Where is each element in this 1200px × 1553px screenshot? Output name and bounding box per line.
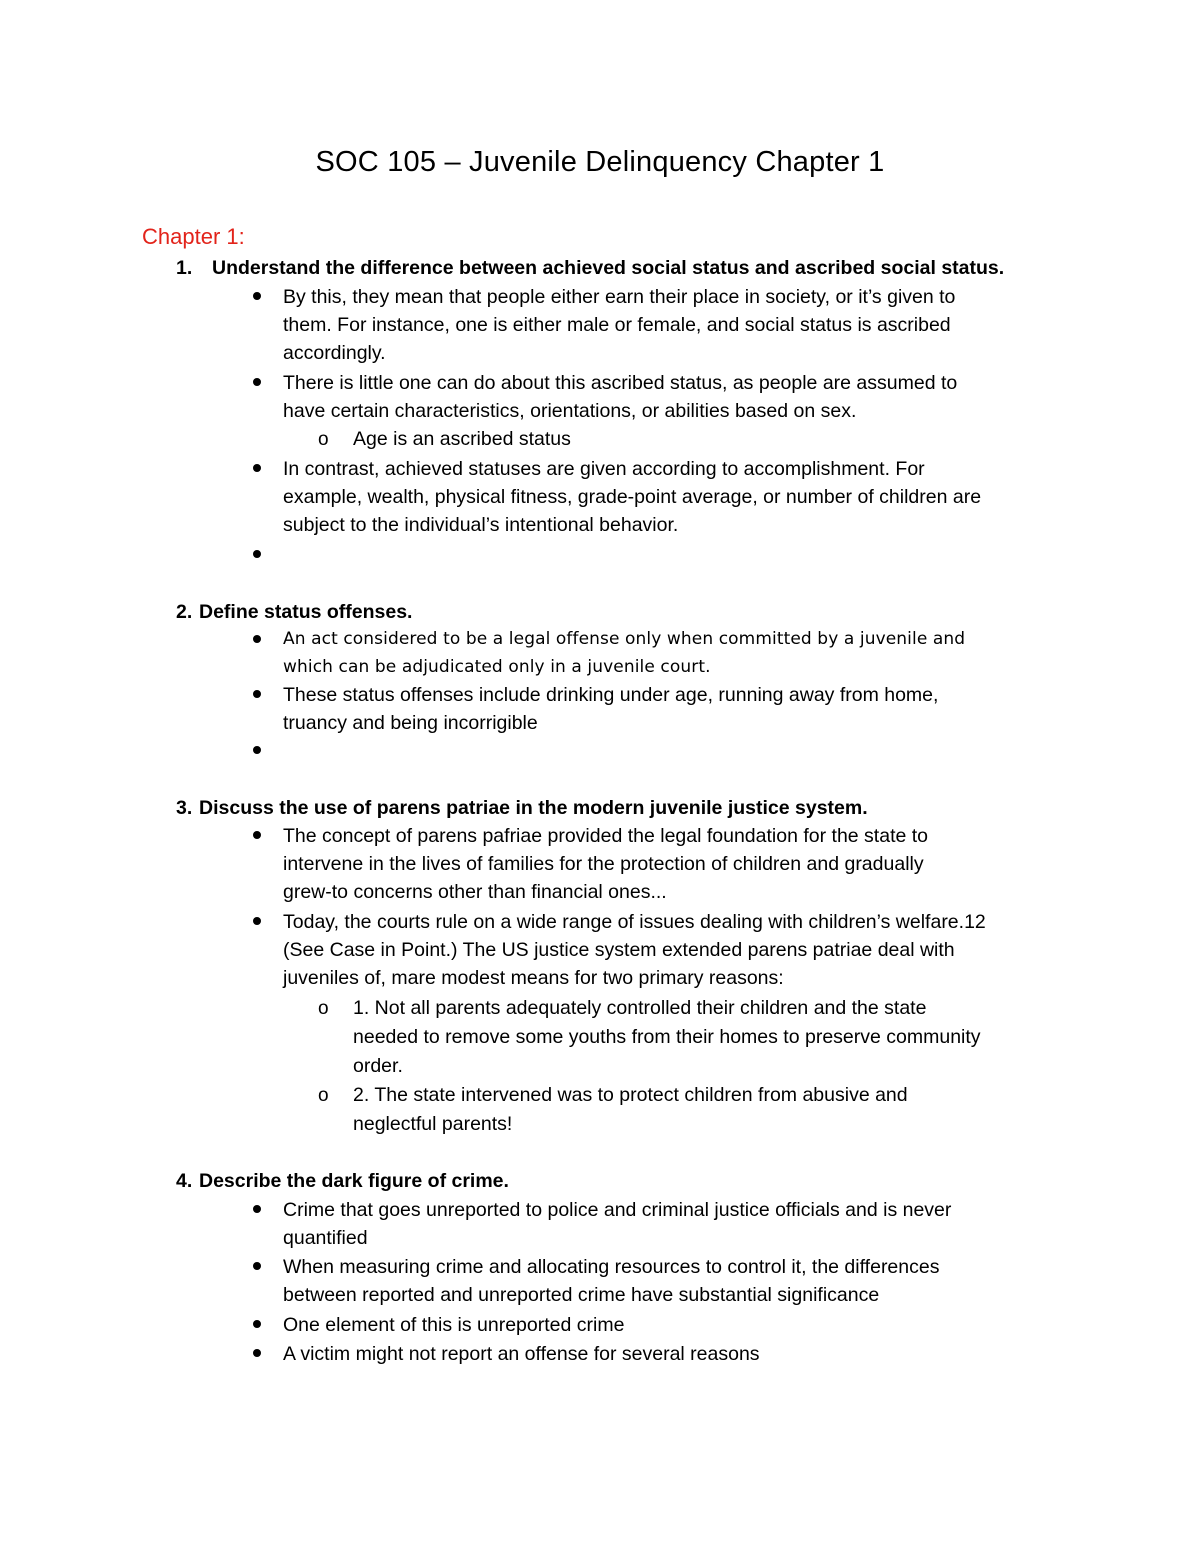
q4-heading: Describe the dark figure of crime. — [199, 1170, 509, 1192]
bullet-icon — [253, 1320, 261, 1328]
q2-b1-line1: An act considered to be a legal offense only when committed by a juvenile and — [283, 629, 966, 649]
q1-b1-line2: them. For instance, one is either male or female, and social status is ascribed — [283, 314, 951, 336]
q1-b2-line2: have certain characteristics, orientations, or abilities based on sex. — [283, 400, 857, 422]
bullet-icon — [253, 1262, 261, 1270]
empty-bullet-icon — [253, 746, 261, 754]
q4-b3: One element of this is unreported crime — [283, 1314, 625, 1336]
q3-sub1-line3: order. — [353, 1055, 403, 1077]
q2-number: 2. — [176, 601, 193, 623]
q2-b1-line2: which can be adjudicated only in a juvenile court. — [283, 657, 711, 677]
q3-sub1-line2: needed to remove some youths from their homes to preserve community — [353, 1026, 981, 1048]
q2-heading: Define status offenses. — [199, 601, 413, 623]
q1-b2-line1: There is little one can do about this ascribed status, as people are assumed to — [283, 372, 958, 394]
bullet-icon — [253, 464, 261, 472]
q1-heading: Understand the difference between achieved social status and ascribed social status. — [212, 257, 1005, 279]
q4-number: 4. — [176, 1170, 193, 1192]
q3-b2-line1: Today, the courts rule on a wide range of issues dealing with children’s welfare.12 — [283, 911, 986, 933]
q3-sub2-line2: neglectful parents! — [353, 1113, 513, 1135]
sub-bullet-icon: o — [318, 998, 329, 1019]
q2-b2-line2: truancy and being incorrigible — [283, 712, 538, 734]
q4-b1-line2: quantified — [283, 1227, 368, 1249]
q1-b1-line1: By this, they mean that people either earn their place in society, or it’s given to — [283, 286, 956, 308]
q4-b2-line2: between reported and unreported crime have substantial significance — [283, 1284, 880, 1306]
q3-number: 3. — [176, 797, 193, 819]
q3-heading: Discuss the use of parens patriae in the modern juvenile justice system. — [199, 797, 868, 819]
q3-b1-line3: grew-to concerns other than financial ones... — [283, 881, 667, 903]
q1-b3-line3: subject to the individual’s intentional behavior. — [283, 514, 679, 536]
q3-b1-line2: intervene in the lives of families for the protection of children and gradually — [283, 853, 924, 875]
bullet-icon — [253, 292, 261, 300]
sub-bullet-icon: o — [318, 429, 329, 450]
q3-b1-line1: The concept of parens pafriae provided the legal foundation for the state to — [283, 825, 929, 847]
q1-b3-line1: In contrast, achieved statuses are given according to accomplishment. For — [283, 458, 925, 480]
q3-sub2-line1: 2. The state intervened was to protect children from abusive and — [353, 1084, 908, 1106]
q1-sub1: Age is an ascribed status — [353, 428, 571, 450]
q3-b2-line2: (See Case in Point.) The US justice system extended parens patriae deal with — [283, 939, 955, 961]
q3-sub1-line1: 1. Not all parents adequately controlled their children and the state — [353, 997, 927, 1019]
q1-number: 1. — [176, 257, 193, 279]
bullet-icon — [253, 378, 261, 386]
q2-b2-line1: These status offenses include drinking under age, running away from home, — [283, 684, 939, 706]
sub-bullet-icon: o — [318, 1085, 329, 1106]
document-title: SOC 105 – Juvenile Delinquency Chapter 1 — [315, 146, 885, 178]
q4-b1-line1: Crime that goes unreported to police and criminal justice officials and is never — [283, 1199, 952, 1221]
q3-b2-line3: juveniles of, mare modest means for two primary reasons: — [283, 967, 784, 989]
q1-b1-line3: accordingly. — [283, 342, 386, 364]
q4-b2-line1: When measuring crime and allocating resources to control it, the differences — [283, 1256, 940, 1278]
chapter-heading: Chapter 1: — [142, 224, 245, 249]
q4-b4: A victim might not report an offense for several reasons — [283, 1343, 760, 1365]
empty-bullet-icon — [253, 550, 261, 558]
q1-b3-line2: example, wealth, physical fitness, grade-point average, or number of children are — [283, 486, 982, 508]
bullet-icon — [253, 690, 261, 698]
bullet-icon — [253, 1205, 261, 1213]
bullet-icon — [253, 831, 261, 839]
bullet-icon — [253, 917, 261, 925]
bullet-icon — [253, 635, 261, 643]
bullet-icon — [253, 1349, 261, 1357]
